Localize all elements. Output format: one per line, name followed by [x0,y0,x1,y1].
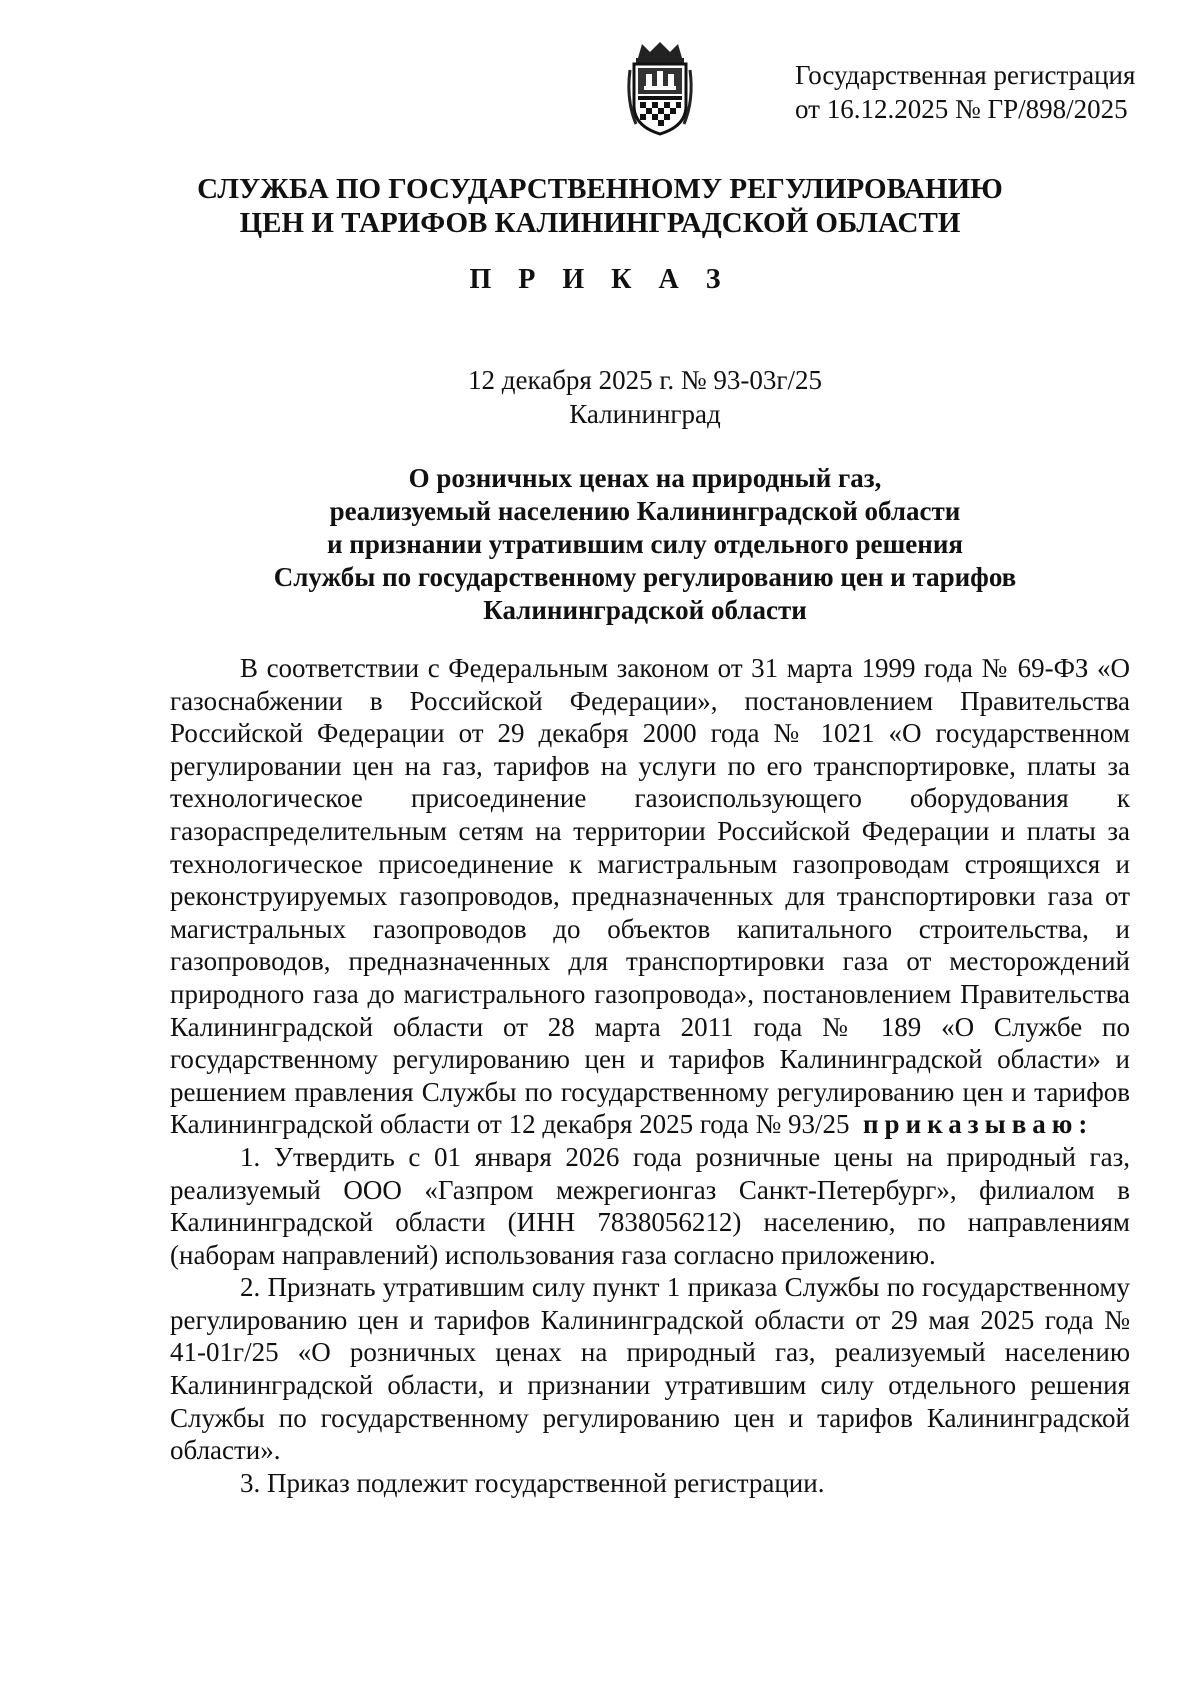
kaliningrad-coat-of-arms-icon [624,40,696,138]
subject-line-3: и признании утратившим силу отдельного решения [326,529,964,559]
order-subject-title [0,462,1200,627]
subject-line-5: Калининградской области [483,595,807,625]
agency-title-line-1: СЛУЖБА ПО ГОСУДАРСТВЕННОМУ РЕГУЛИРОВАНИЮ [197,173,1003,205]
order-body [170,652,1130,1499]
subject-line-4: Службы по государственному регулированию цен и тарифов [273,562,1017,592]
city-line: Калининград [569,399,721,429]
document-type: П Р И К А З [469,264,731,295]
order-command-word: приказываю: [863,1109,1094,1140]
registration-line-2: от 16.12.2025 № ГР/898/2025 [795,94,1128,124]
agency-title-line-2: ЦЕН И ТАРИФОВ КАЛИНИНГРАДСКОЙ ОБЛАСТИ [239,207,961,239]
order-item-1: 1. Утвердить с 01 января 2026 года розничные цены на природный газ, реализуемый ООО «Газпром межрегионгаз Санкт-Петербург», филиалом в Калининградской области (ИНН 7838056212) населению, по направлениям (наборам направлений) использования газа согласно приложению. [170,1141,1130,1270]
preamble-text: В соответствии с Федеральным законом от 31 марта 1999 года № 69-ФЗ «О газоснабжении в Российской Федерации», постановлением Правительства Российской Федерации от 29 декабря 2000 года № 1021 «О государственном регулировании цен на газ, тарифов на услуги по его транспортировке, платы за технологическое присоединение газоиспользующего оборудования к газораспределительным сетям на территории Российской Федерации и платы за технологическое присоединение к магистральным газопроводам строящихся и реконструируемых газопроводов, предназначенных для транспортировки газа от магистральных газопроводов до объектов капитального строительства, и газопроводов, предназначенных для транспортировки газа от месторождений природного газа до магистрального газопровода», постановлением Правительства Калининградской области от 28 марта 2011 года № 189 «О Службе по государственному регулированию цен и тарифов Калининградской области» и решением правления Службы по государственному регулированию цен и тарифов Калининградской области от 12 декабря 2025 года № 93/25 [170,653,1130,1140]
subject-line-1: О розничных ценах на природный газ, [408,463,882,493]
order-item-3: 3. Приказ подлежит государственной регистрации. [240,1467,825,1498]
preamble-paragraph [170,652,1130,1141]
registration-line-1: Государственная регистрация [795,60,1136,90]
subject-line-2: реализуемый населению Калининградской области [329,496,961,526]
registration-stamp [795,58,1155,126]
agency-title [0,172,1200,240]
date-number-line: 12 декабря 2025 г. № 93-03г/25 [468,365,822,395]
date-and-number-block [0,363,1200,431]
order-item-2: 2. Признать утратившим силу пункт 1 приказа Службы по государственному регулированию цен и тарифов Калининградской области от 29 мая 2025 года № 41-01г/25 «О розничных ценах на природный газ, реализуемый населению Калининградской области, и признании утратившим силу отдельного решения Службы по государственному регулированию цен и тарифов Калининградской области». [170,1272,1130,1466]
